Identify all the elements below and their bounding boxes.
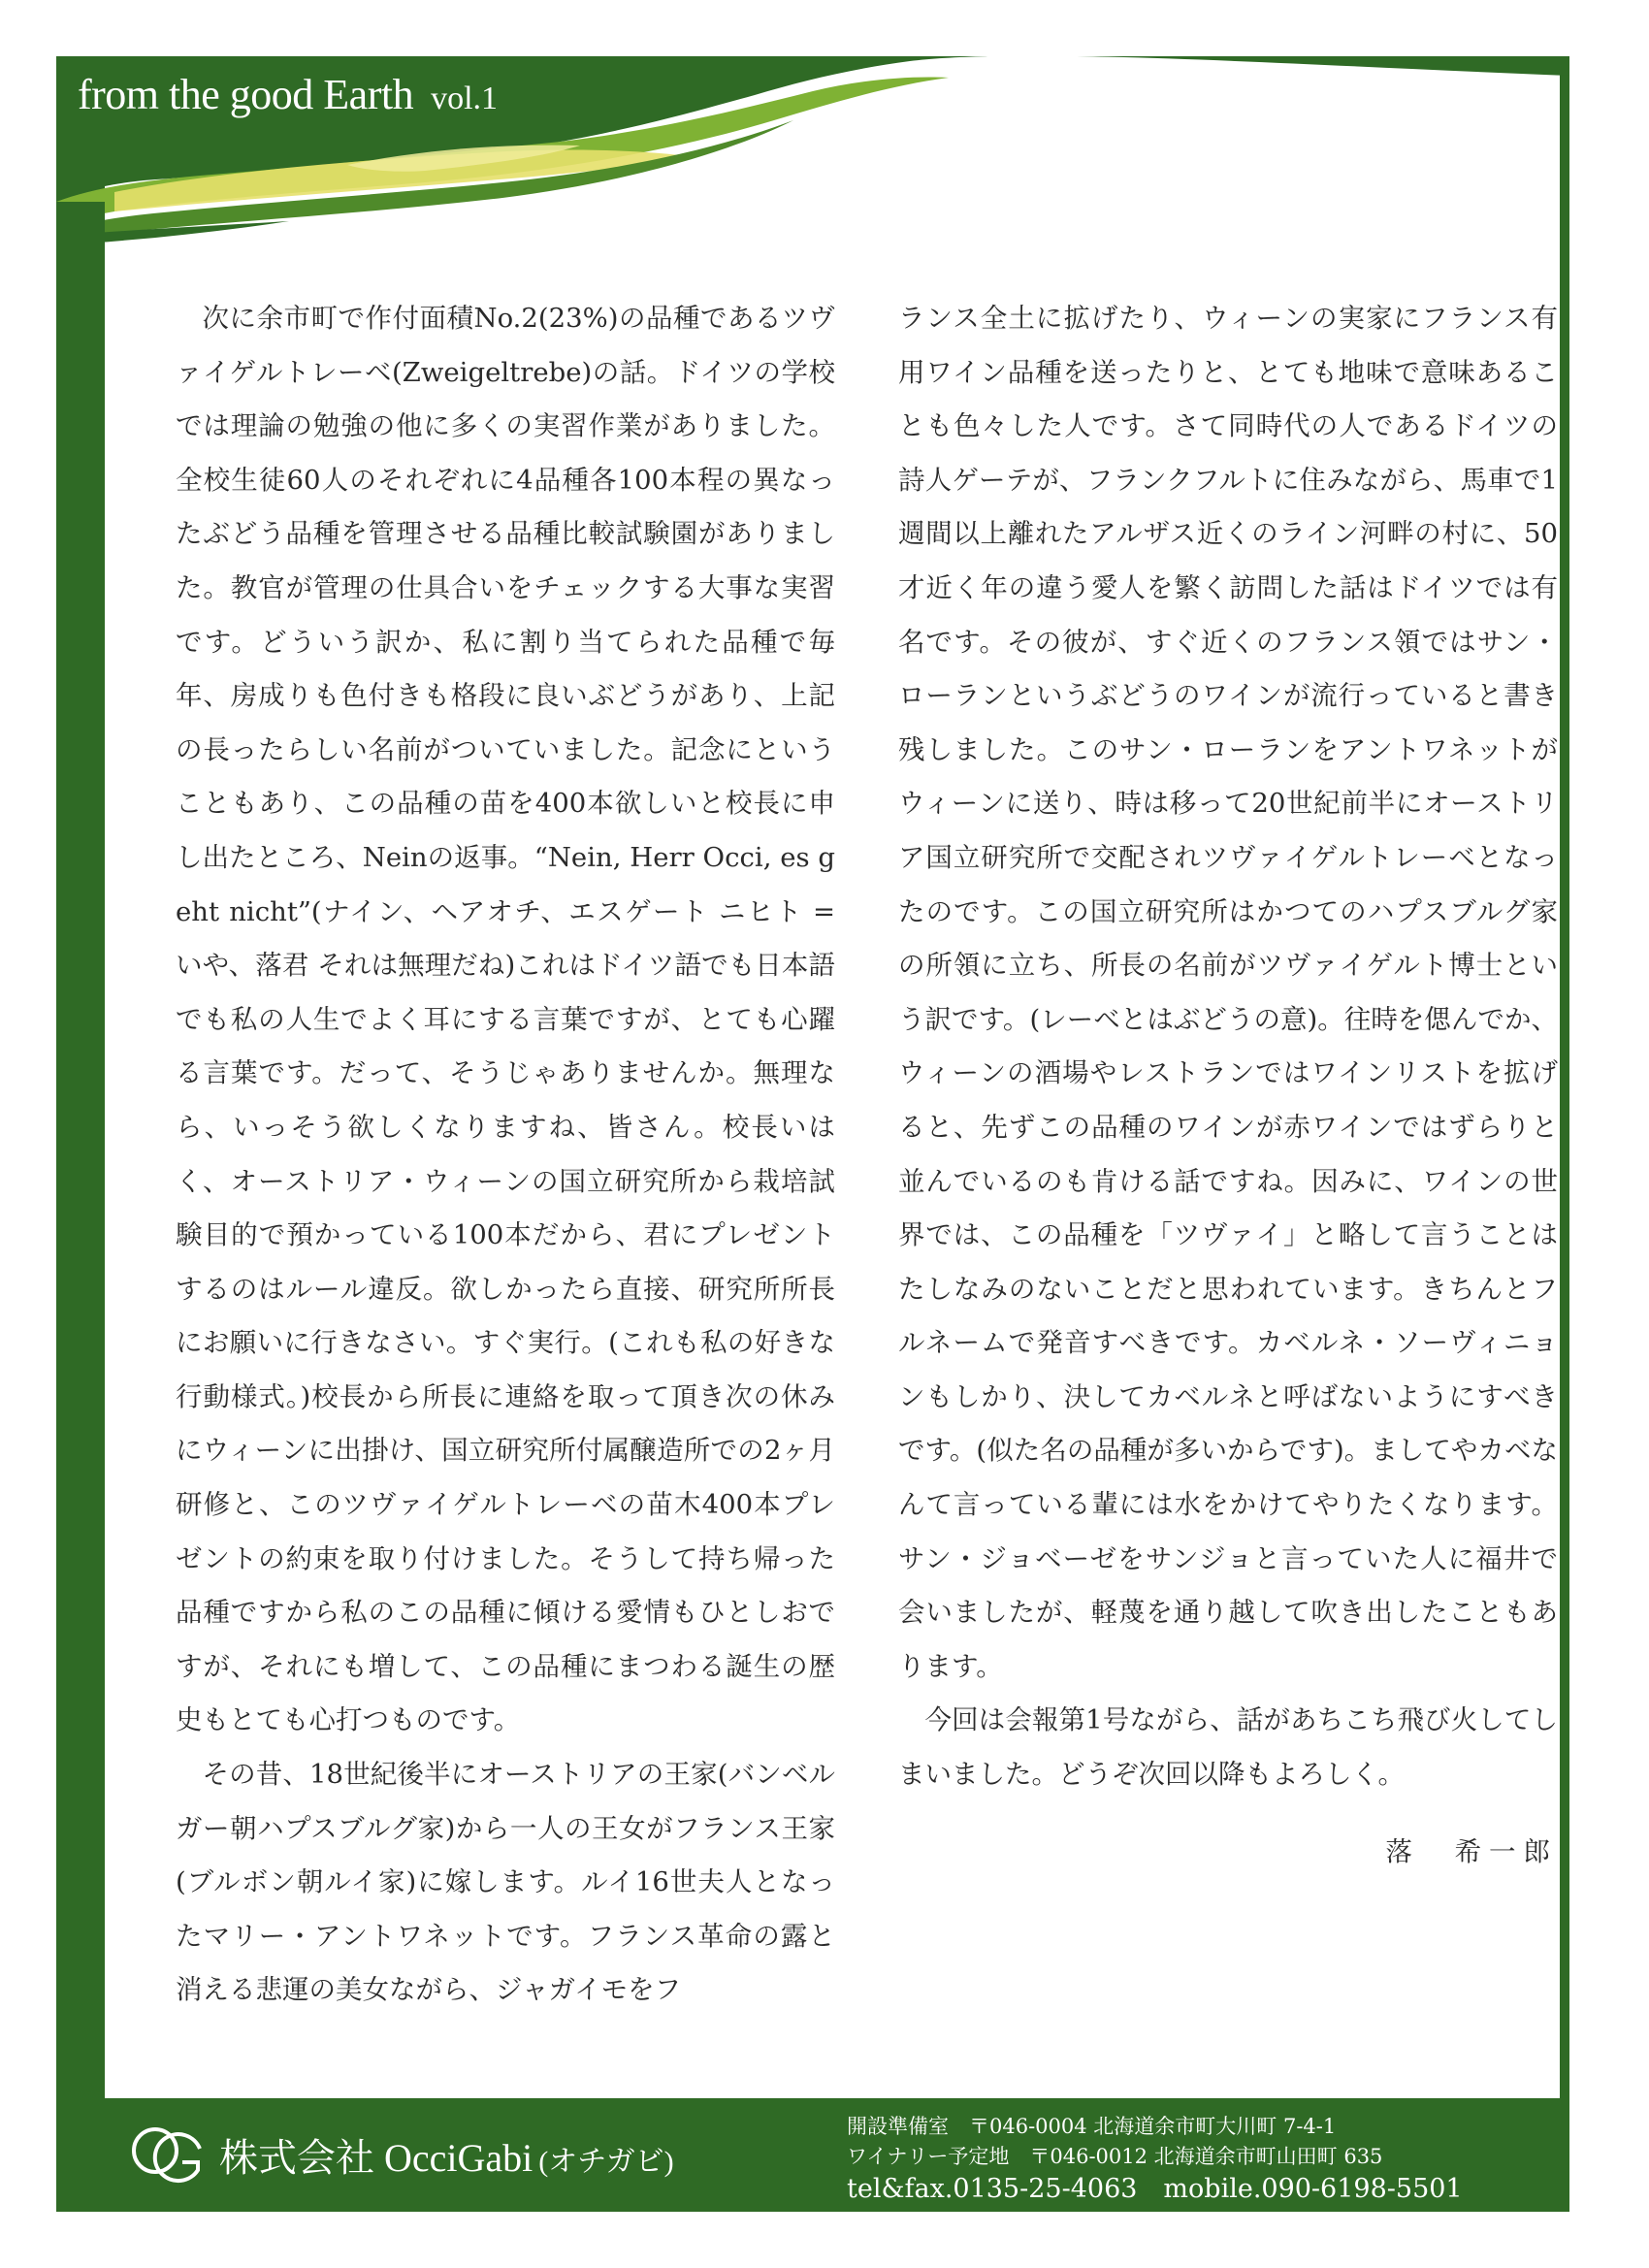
author-signature: 落 希一郎 <box>1385 1835 1558 1867</box>
paragraph: その昔、18世紀後半にオーストリアの王家(バンベルガー朝ハプスブルグ家)から一人の王女がフランス王家(ブルボン朝ルイ家)に嫁します。ルイ16世夫人となったマリー・アントワネットです。フランス革命の露と消える悲運の美女ながら、ジャガイモをフ <box>176 1759 835 2006</box>
right-green-band <box>1560 56 1569 2212</box>
volume-number: vol.1 <box>431 81 499 116</box>
company-name-text: 株式会社 OcciGabi <box>219 2136 534 2180</box>
company-kana: (オチガビ) <box>538 2146 674 2178</box>
og-logo-icon <box>126 2120 208 2193</box>
paragraph: 次に余市町で作付面積No.2(23%)の品種であるツヴァイゲルトレーベ(Zweigeltrebe)の話。ドイツの学校では理論の勉強の他に多くの実習作業がありました。全校生徒60人のそれぞれに4品種各100本程の異なったぶどう品種を管理させる品種比較試験園がありました。教官が管理の仕具合いをチェックする大事な実習です。どういう訳か、私に割り当てられた品種で毎年、房成りも色付きも格段に良いぶどうがあり、上記の長ったらしい名前がついていました。記念にということもあり、この品種の苗を400本欲しいと校長に申し出たところ、Neinの返事。“Nein, Herr Occi, es geht nicht”(ナイン、ヘアオチ、エスゲート ニヒト = いや、落君 それは無理だね)これはドイツ語でも日本語でも私の人生でよく耳にする言葉ですが、とても心躍る言葉です。だって、そうじゃありませんか。無理なら、いっそう欲しくなりますね、皆さん。校長いはく、オーストリア・ウィーンの国立研究所から栽培試験目的で預かっている100本だから、君にプレゼントするのはルール違反。欲しかったら直接、研究所所長にお願いに行きなさい。すぐ実行。(これも私の好きな行動様式。)校長から所長に連絡を取って頂き次の休みにウィーンに出掛け、国立研究所付属醸造所での2ヶ月研修と、このツヴァイゲルトレーベの苗木400本プレゼントの約束を取り付けました。そうして持ち帰った品種ですから私のこの品種に傾ける愛情もひとしおですが、それにも増して、この品種にまつわる誕生の歴史もとても心打つものです。 <box>176 303 835 1736</box>
masthead-title <box>78 70 498 119</box>
left-green-band <box>56 56 105 2212</box>
masthead-banner <box>56 56 1569 245</box>
paragraph: 今回は会報第1号ながら、話があちこち飛び火してしまいました。どうぞ次回以降もよろしく。 <box>898 1704 1558 1791</box>
paragraph: ランス全土に拡げたり、ウィーンの実家にフランス有用ワイン品種を送ったりと、とても地味で意味あることも色々した人です。さて同時代の人であるドイツの詩人ゲーテが、フランクフルトに住みながら、馬車で1週間以上離れたアルザス近くのライン河畔の村に、50才近く年の違う愛人を繁く訪問した話はドイツでは有名です。その彼が、すぐ近くのフランス領ではサン・ローランというぶどうのワインが流行っていると書き残しました。このサン・ローランをアントワネットがウィーンに送り、時は移って20世紀前半にオーストリア国立研究所で交配されツヴァイゲルトレーベとなったのです。この国立研究所はかつてのハプスブルグ家の所領に立ち、所長の名前がツヴァイゲルト博士という訳です。(レーベとはぶどうの意)。往時を偲んでか、ウィーンの酒場やレストランではワインリストを拡げると、先ずこの品種のワインが赤ワインではずらりと並んでいるのも肯ける話ですね。因みに、ワインの世界では、この品種を「ツヴァイ」と略して言うことはたしなみのないことだと思われています。きちんとフルネームで発音すべきです。カベルネ・ソーヴィニョンもしかり、決してカベルネと呼ばないようにすべきです。(似た名の品種が多いからです)。ましてやカベなんて言っている輩には水をかけてやりたくなります。サン・ジョベーゼをサンジョと言っていた人に福井で会いましたが、軽蔑を通り越して吹き出したこともあります。 <box>898 303 1558 1682</box>
page-frame <box>56 56 1569 2212</box>
right-column <box>898 292 1558 1879</box>
contact-info <box>847 2112 1463 2207</box>
left-column <box>176 292 835 2018</box>
office-address: 開設準備室 〒046-0004 北海道余市町大川町 7-4-1 <box>847 2115 1337 2138</box>
winery-address: ワイナリー予定地 〒046-0012 北海道余市町山田町 635 <box>847 2145 1383 2168</box>
company-name <box>219 2127 674 2183</box>
newsletter-title: from the good Earth <box>78 71 414 118</box>
footer-bar <box>56 2098 1569 2212</box>
phone-numbers: tel&fax.0135-25-4063 mobile.090-6198-5501 <box>847 2174 1463 2204</box>
